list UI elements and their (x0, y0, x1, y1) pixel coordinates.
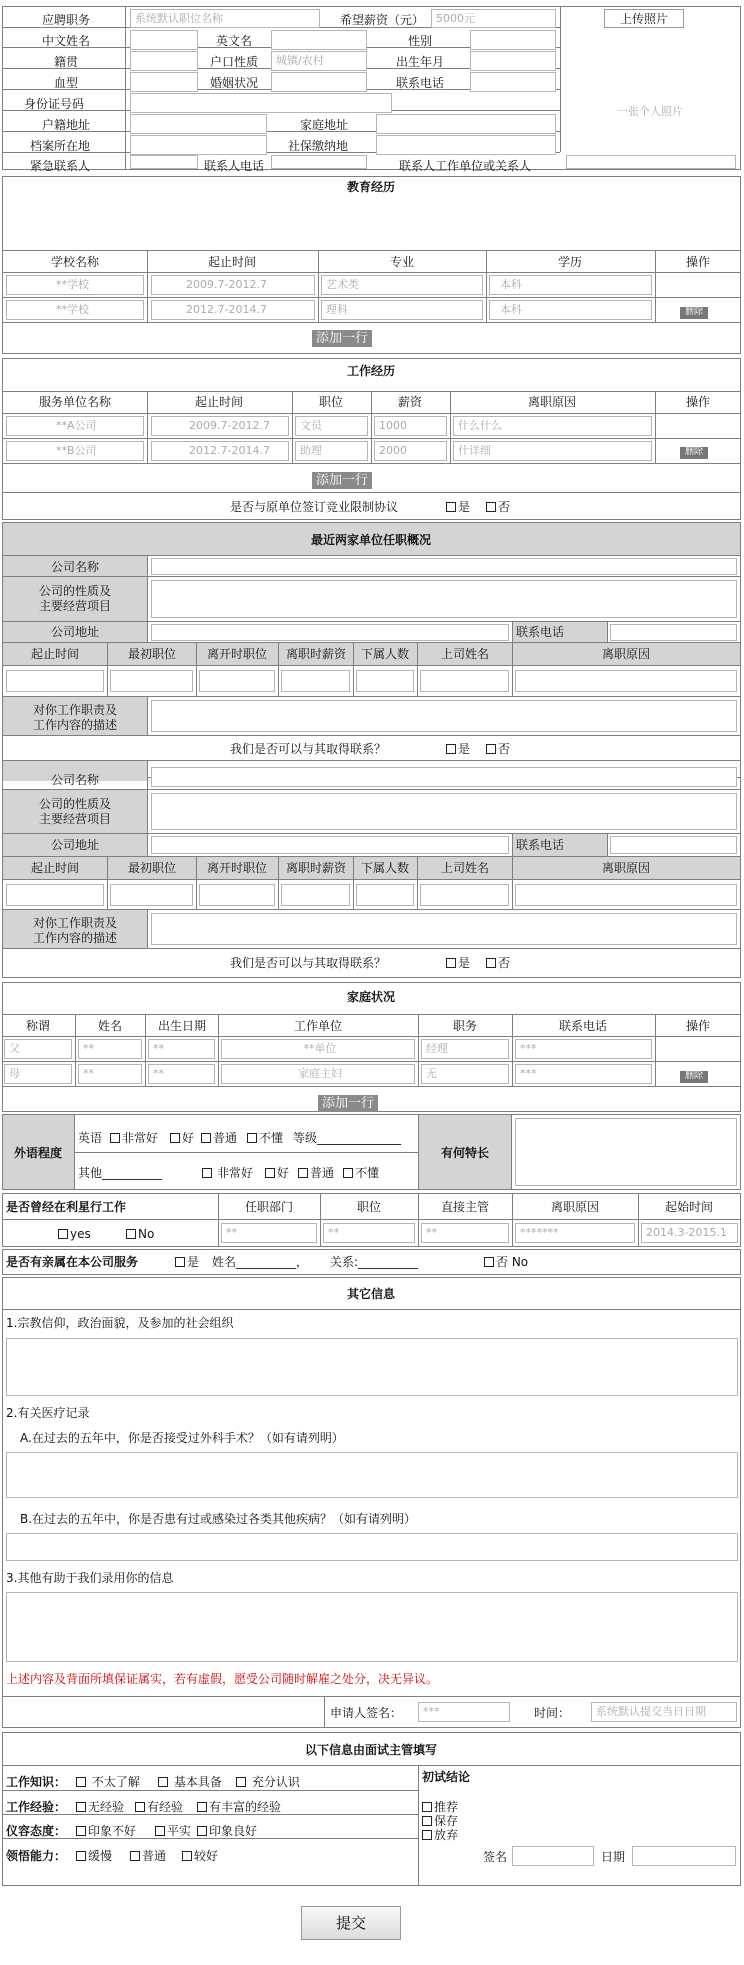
recent2-phone-input[interactable] (610, 836, 737, 854)
declaration-text: 上述内容及背面所填保证属实，若有虚假，愿受公司随时解雇之处分，决无异议。 (6, 1672, 439, 1686)
recent2-addr-input[interactable] (151, 836, 509, 854)
phone-label: 联系电话 (395, 76, 445, 90)
prev-col-supervisor: 直接主管 (440, 1200, 490, 1214)
comprehension-opt-2[interactable]: 普通 (130, 1849, 166, 1863)
recent2-subordinates-input[interactable] (356, 884, 414, 906)
recent1-duty-input[interactable] (151, 700, 737, 732)
birth-label: 出生年月 (395, 55, 445, 69)
family-col-action: 操作 (685, 1019, 711, 1033)
work-col-action: 操作 (685, 395, 711, 409)
emergency-label: 紧急联系人 (29, 159, 91, 173)
work-add-row-button[interactable]: 添加一行 (312, 472, 372, 489)
work-row1-salary[interactable]: 1000 (374, 416, 447, 436)
prev-position-input[interactable]: ** (323, 1223, 415, 1243)
edu-col-degree: 学历 (557, 255, 583, 269)
recent1-contact-no[interactable]: 否 (486, 742, 510, 756)
archive-input[interactable] (130, 135, 267, 155)
work-col-salary: 薪资 (397, 395, 423, 409)
other-good[interactable]: 好 (265, 1166, 289, 1180)
work-row2-reason[interactable]: 什详细 (453, 441, 652, 461)
social-input[interactable] (376, 135, 556, 155)
noncompete-question: 是否与原单位签订竞业限制协议 (230, 500, 399, 514)
contact-org-label: 联系人工作单位或关系人 (398, 159, 532, 173)
time-label: 时间： (534, 1706, 571, 1720)
q2b-input[interactable] (6, 1533, 738, 1561)
cn-name-input[interactable] (130, 30, 198, 50)
edu-row2-school[interactable]: **学校 (6, 300, 144, 320)
knowledge-opt-1[interactable]: 不太了解 (76, 1775, 140, 1789)
recent-title: 最近两家单位任职概况 (310, 533, 432, 547)
comprehension-opt-1[interactable]: 缓慢 (76, 1849, 112, 1863)
recent2-boss-input[interactable] (420, 884, 509, 906)
manner-label: 仪容态度： (6, 1824, 67, 1838)
recent1-period-input[interactable] (6, 670, 104, 692)
recent2-duty-label-1: 对你工作职责及 (32, 916, 118, 930)
recent2-nature-label-2: 主要经营项目 (38, 812, 112, 826)
conclusion-keep[interactable]: 保存 (422, 1814, 458, 1828)
recent2-contact-question: 我们是否可以与其取得联系？ (230, 956, 387, 970)
recent2-duty-input[interactable] (151, 913, 737, 945)
recent1-leave-position-input[interactable] (199, 670, 275, 692)
other-normal[interactable]: 普通 (298, 1166, 334, 1180)
gender-label: 性别 (407, 34, 433, 48)
family-row2-phone[interactable]: *** (515, 1064, 652, 1084)
work-row1-position[interactable]: 文员 (295, 416, 368, 436)
manner-opt-2[interactable]: 平实 (155, 1824, 191, 1838)
work-row2-period[interactable]: 2012.7-2014.7 (151, 441, 289, 461)
recent2-first-position-input[interactable] (110, 884, 193, 906)
home-addr-input[interactable] (376, 114, 556, 134)
q2-label: 2.有关医疗记录 (6, 1406, 90, 1420)
contact-phone-input[interactable] (271, 155, 367, 169)
relative-no[interactable]: 否 No (484, 1255, 528, 1269)
language-label: 外语程度 (13, 1146, 63, 1160)
phone-input[interactable] (470, 72, 556, 92)
edu-row2-period[interactable]: 2012.7-2014.7 (151, 300, 315, 320)
upload-photo-button[interactable]: 上传照片 (604, 9, 684, 28)
recent1-duty-label-2: 工作内容的描述 (32, 718, 118, 732)
prev-no[interactable]: No (126, 1227, 154, 1241)
recent1-nature-input[interactable] (151, 580, 737, 618)
edu-row1-period[interactable]: 2009.7-2012.7 (151, 275, 315, 295)
recent1-boss-input[interactable] (420, 670, 509, 692)
recent1-duty-label-1: 对你工作职责及 (32, 703, 118, 717)
marriage-label: 婚姻状况 (209, 76, 259, 90)
recent1-contact-yes[interactable]: 是 (446, 742, 470, 756)
comprehension-label: 领悟能力： (6, 1849, 67, 1863)
recent1-addr-input[interactable] (151, 624, 509, 641)
edu-row1-degree[interactable]: 本科 (489, 275, 652, 295)
submit-button[interactable]: 提交 (301, 1906, 401, 1940)
prev-employment-question: 是否曾经在利星行工作 (6, 1200, 127, 1214)
recent2-leave-position-input[interactable] (199, 884, 275, 906)
special-skill-input[interactable] (515, 1118, 737, 1186)
family-row1-position[interactable]: 经理 (421, 1039, 509, 1059)
gender-input[interactable] (470, 30, 556, 50)
relative-name[interactable]: 姓名__________， (212, 1255, 309, 1269)
recent1-company-input[interactable] (151, 558, 737, 575)
edu-row1-major[interactable]: 艺术类 (321, 275, 483, 295)
q3-label: 3.其他有助于我们录用你的信息 (6, 1571, 174, 1585)
recent1-nature-label-2: 主要经营项目 (38, 599, 112, 613)
work-delete-button[interactable]: 删除 (680, 447, 708, 459)
recent1-addr-label: 公司地址 (50, 625, 100, 639)
other-language[interactable]: 其他__________ (78, 1166, 163, 1180)
recent2-period-input[interactable] (6, 884, 104, 906)
education-section (2, 176, 741, 354)
knowledge-opt-3[interactable]: 充分认识 (236, 1775, 300, 1789)
edu-col-school: 学校名称 (50, 255, 100, 269)
recent1-reason-input[interactable] (515, 670, 737, 692)
recent2-contact-yes[interactable]: 是 (446, 956, 470, 970)
special-skill-label: 有何特长 (440, 1146, 490, 1160)
prev-col-dept: 任职部门 (244, 1200, 294, 1214)
recent1-col-reason: 离职原因 (601, 647, 651, 661)
recent2-col-period: 起止时间 (30, 861, 80, 875)
q2a-label: A.在过去的五年中，你是否接受过外科手术？（如有请列明） (20, 1431, 344, 1445)
conclusion-reject[interactable]: 放弃 (422, 1828, 458, 1842)
recent2-contact-no[interactable]: 否 (486, 956, 510, 970)
work-col-period: 起止时间 (194, 395, 244, 409)
edu-row2-degree[interactable]: 本科 (489, 300, 652, 320)
home-addr-label: 家庭地址 (299, 118, 349, 132)
family-row2-employer[interactable]: 家庭主妇 (221, 1064, 415, 1084)
recent2-addr-label: 公司地址 (50, 838, 100, 852)
recent1-first-position-input[interactable] (110, 670, 193, 692)
prev-period-input[interactable]: 2014.3-2015.1 (641, 1223, 738, 1243)
english-label: 英语 (78, 1131, 103, 1145)
recent1-leave-salary-input[interactable] (281, 670, 350, 692)
archive-label: 档案所在地 (29, 139, 91, 153)
english-very-good[interactable]: 非常好 (110, 1131, 158, 1145)
recent2-nature-label-1: 公司的性质及 (38, 797, 112, 811)
hukou-addr-label: 户籍地址 (41, 118, 91, 132)
apply-job-label: 应聘职务 (41, 13, 91, 27)
noncompete-no[interactable]: 否 (486, 500, 510, 514)
recent2-company-input[interactable] (151, 767, 737, 787)
family-title: 家庭状况 (346, 990, 396, 1004)
salary-label: 希望薪资（元） (339, 13, 425, 27)
en-name-label: 英文名 (215, 34, 253, 48)
idcard-label: 身份证号码 (23, 97, 85, 111)
contact-org-input[interactable] (566, 155, 736, 169)
en-name-input[interactable] (271, 30, 367, 50)
family-col-position: 职务 (452, 1019, 478, 1033)
family-row1-birth[interactable]: ** (148, 1039, 215, 1059)
work-row1-reason[interactable]: 什么什么 (453, 416, 652, 436)
edu-delete-button[interactable]: 删除 (680, 307, 708, 319)
family-row2-title[interactable]: 母 (4, 1064, 72, 1084)
other-not-know[interactable]: 不懂 (343, 1166, 379, 1180)
salary-input[interactable]: 5000元 (431, 9, 556, 28)
recent2-col-boss: 上司姓名 (440, 861, 490, 875)
relative-yes[interactable]: 是 (175, 1255, 199, 1269)
time-input[interactable]: 系统默认提交当日日期 (591, 1702, 737, 1722)
work-row1-org[interactable]: **A公司 (6, 416, 144, 436)
relative-relation[interactable]: 关系:__________ (330, 1255, 419, 1269)
family-delete-button[interactable]: 删除 (680, 1071, 708, 1083)
recent2-leave-salary-input[interactable] (281, 884, 350, 906)
family-col-title: 称谓 (25, 1019, 51, 1033)
family-col-employer: 工作单位 (293, 1019, 343, 1033)
prev-yes[interactable]: yes (58, 1227, 91, 1241)
idcard-input[interactable] (130, 93, 392, 113)
q2b-label: B.在过去的五年中，你是否患有过或感染过各类其他疾病？（如有请列明） (20, 1512, 417, 1526)
edu-col-major: 专业 (389, 255, 415, 269)
experience-opt-1[interactable]: 无经验 (76, 1800, 124, 1814)
family-row2-birth[interactable]: ** (148, 1064, 215, 1084)
prev-reason-input[interactable]: ******* (515, 1223, 635, 1243)
marriage-input[interactable] (271, 72, 367, 92)
recent2-col-reason: 离职原因 (601, 861, 651, 875)
knowledge-label: 工作知识： (6, 1775, 67, 1789)
recent1-col-first-position: 最初职位 (127, 647, 177, 661)
recent1-col-leave-salary: 离职时薪资 (285, 647, 347, 661)
family-row2-position[interactable]: 无 (421, 1064, 509, 1084)
basic-info-section (2, 6, 741, 170)
recent2-reason-input[interactable] (515, 884, 737, 906)
social-label: 社保缴纳地 (287, 139, 349, 153)
experience-opt-3[interactable]: 有丰富的经验 (197, 1800, 281, 1814)
family-col-birth: 出生日期 (157, 1019, 207, 1033)
recent2-col-leave-salary: 离职时薪资 (285, 861, 347, 875)
emergency-input[interactable] (130, 155, 198, 169)
edu-row2-major[interactable]: 理科 (321, 300, 483, 320)
work-row2-salary[interactable]: 2000 (374, 441, 447, 461)
family-col-name: 姓名 (97, 1019, 123, 1033)
education-title: 教育经历 (346, 180, 396, 194)
work-col-org: 服务单位名称 (38, 395, 112, 409)
family-row1-name[interactable]: ** (78, 1039, 142, 1059)
manner-opt-1[interactable]: 印象不好 (76, 1824, 136, 1838)
recent1-contact-question: 我们是否可以与其取得联系？ (230, 742, 387, 756)
recent1-subordinates-input[interactable] (356, 670, 414, 692)
recent1-col-leave-position: 离开时职位 (206, 647, 268, 661)
recent1-phone-input[interactable] (610, 624, 737, 641)
work-title: 工作经历 (346, 364, 396, 378)
photo-placeholder: 一张个人照片 (617, 105, 683, 118)
recent2-phone-label: 联系电话 (515, 838, 565, 852)
experience-label: 工作经验： (6, 1800, 67, 1814)
q2a-input[interactable] (6, 1452, 738, 1498)
edu-row1-school[interactable]: **学校 (6, 275, 144, 295)
prev-col-position: 职位 (356, 1200, 382, 1214)
blood-label: 血型 (53, 76, 79, 90)
other-very-good[interactable]: 非常好 (202, 1166, 253, 1180)
native-input[interactable] (130, 51, 198, 71)
hukou-type-input[interactable]: 城镇/农村 (271, 51, 367, 71)
q1-label: 1.宗教信仰，政治面貌，及参加的社会组织 (6, 1316, 234, 1330)
work-col-reason: 离职原因 (527, 395, 577, 409)
family-row1-employer[interactable]: **单位 (221, 1039, 415, 1059)
q1-input[interactable] (6, 1338, 738, 1396)
english-good[interactable]: 好 (170, 1131, 194, 1145)
prev-dept-input[interactable]: ** (221, 1223, 317, 1243)
applicant-sign-label: 申请人签名： (330, 1706, 403, 1720)
prev-col-reason: 离职原因 (550, 1200, 600, 1214)
work-col-position: 职位 (318, 395, 344, 409)
conclusion-recommend[interactable]: 推荐 (422, 1800, 458, 1814)
family-row1-phone[interactable]: *** (515, 1039, 652, 1059)
conclusion-label: 初试结论 (422, 1770, 471, 1784)
recent2-nature-input[interactable] (151, 793, 737, 830)
recent1-nature-label-1: 公司的性质及 (38, 584, 112, 598)
recent1-col-boss: 上司姓名 (440, 647, 490, 661)
manner-opt-3[interactable]: 印象良好 (197, 1824, 257, 1838)
apply-job-input[interactable]: 系统默认职位名称 (130, 9, 320, 28)
work-row1-period[interactable]: 2009.7-2012.7 (151, 416, 289, 436)
recent2-duty-label-2: 工作内容的描述 (32, 931, 118, 945)
edu-col-period: 起止时间 (207, 255, 257, 269)
noncompete-yes[interactable]: 是 (446, 500, 470, 514)
english-not-know[interactable]: 不懂 (247, 1131, 283, 1145)
family-row2-name[interactable]: ** (78, 1064, 142, 1084)
family-add-row-button[interactable]: 添加一行 (318, 1095, 378, 1112)
recent2-company-label: 公司名称 (50, 773, 100, 787)
work-row2-position[interactable]: 助理 (295, 441, 368, 461)
interviewer-sign-input[interactable] (512, 1846, 594, 1866)
recent1-col-period: 起止时间 (30, 647, 80, 661)
interview-date-input[interactable] (632, 1846, 736, 1866)
recent1-col-subordinates: 下属人数 (360, 647, 410, 661)
family-row1-title[interactable]: 父 (4, 1039, 72, 1059)
comprehension-opt-3[interactable]: 较好 (182, 1849, 218, 1863)
birth-input[interactable] (470, 51, 556, 71)
recent1-phone-label: 联系电话 (515, 625, 565, 639)
other-title: 其它信息 (346, 1287, 396, 1301)
interview-title: 以下信息由面试主管填写 (304, 1743, 438, 1757)
cn-name-label: 中文姓名 (41, 34, 91, 48)
recent2-col-leave-position: 离开时职位 (206, 861, 268, 875)
applicant-sign-input[interactable]: *** (418, 1702, 510, 1722)
edu-col-action: 操作 (685, 255, 711, 269)
interview-date-label: 日期 (601, 1850, 626, 1864)
recent2-col-first-position: 最初职位 (127, 861, 177, 875)
work-row2-org[interactable]: **B公司 (6, 441, 144, 461)
hukou-addr-input[interactable] (130, 114, 267, 134)
native-label: 籍贯 (53, 55, 79, 69)
prev-supervisor-input[interactable]: ** (421, 1223, 509, 1243)
hukou-type-label: 户口性质 (209, 55, 259, 69)
blood-input[interactable] (130, 72, 198, 92)
experience-opt-2[interactable]: 有经验 (135, 1800, 183, 1814)
prev-col-period: 起始时间 (664, 1200, 714, 1214)
q3-input[interactable] (6, 1592, 738, 1662)
recent1-company-label: 公司名称 (50, 560, 100, 574)
knowledge-opt-2[interactable]: 基本具备 (158, 1775, 222, 1789)
family-col-phone: 联系电话 (558, 1019, 608, 1033)
edu-add-row-button[interactable]: 添加一行 (312, 330, 372, 347)
interviewer-sign-label: 签名 (483, 1850, 508, 1864)
contact-phone-label: 联系人电话 (203, 159, 265, 173)
recent2-col-subordinates: 下属人数 (360, 861, 410, 875)
english-level[interactable]: 等级______________ (293, 1131, 402, 1145)
english-normal[interactable]: 普通 (201, 1131, 237, 1145)
relative-question: 是否有亲属在本公司服务 (6, 1255, 139, 1269)
